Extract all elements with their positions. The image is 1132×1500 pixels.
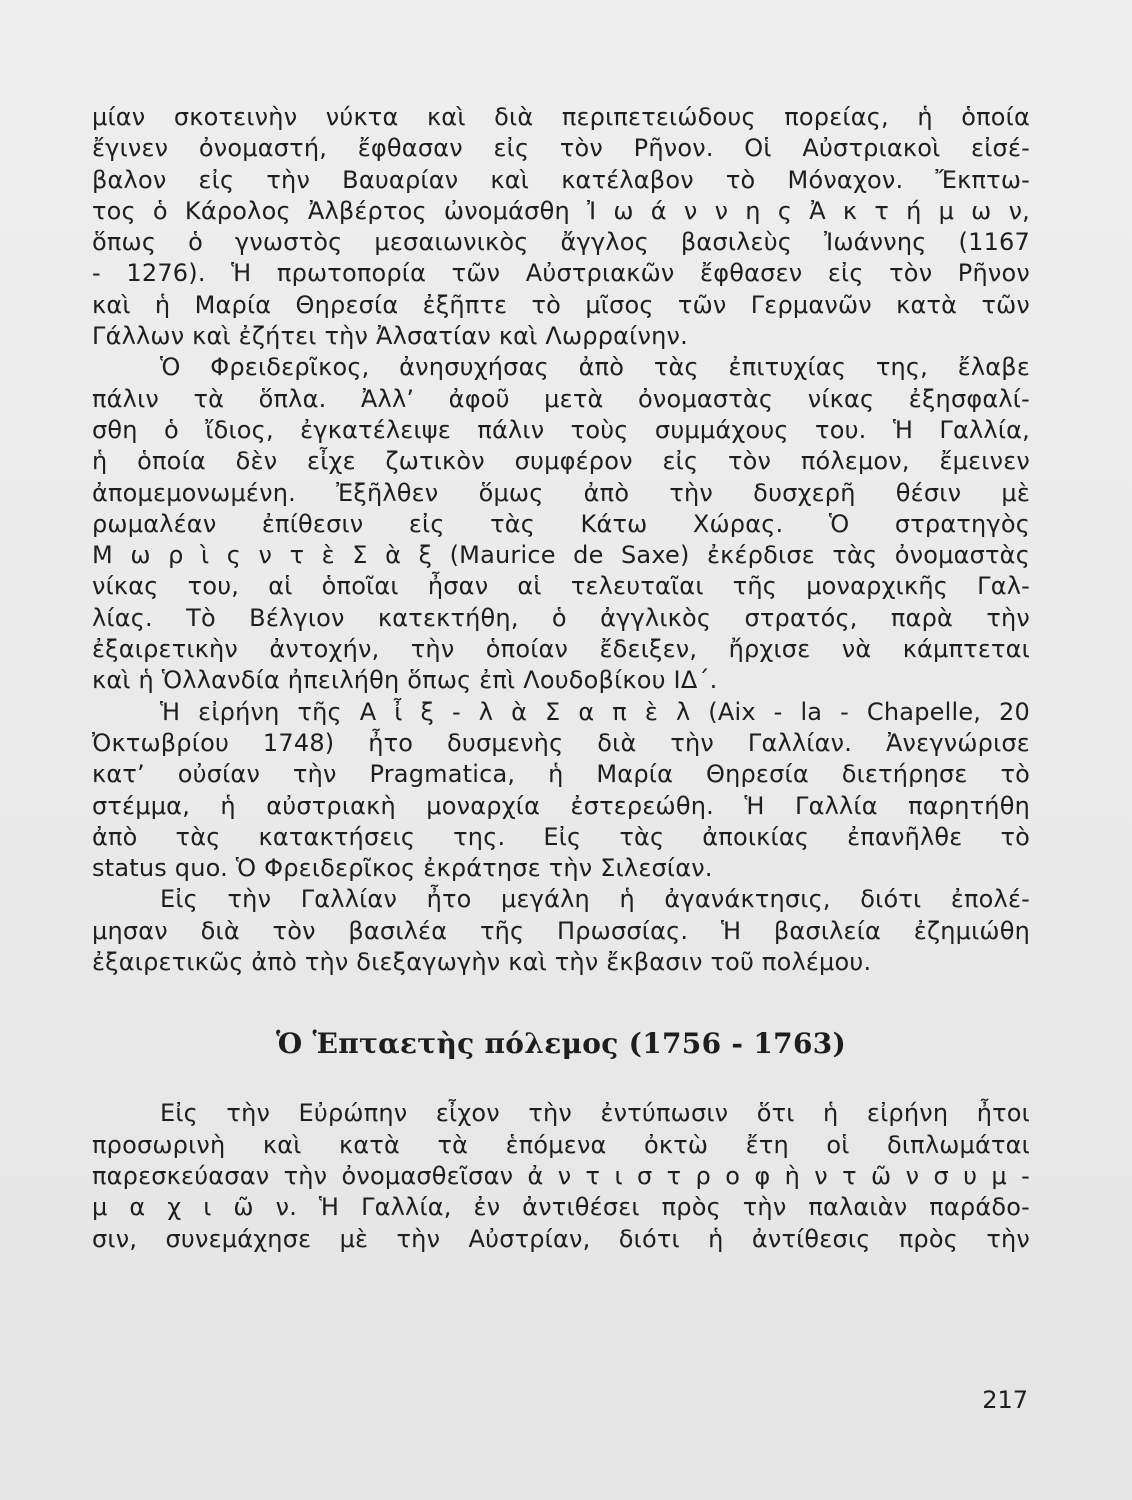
- text-line: μ α χ ι ῶ ν. Ἡ Γαλλία, ἐν ἀντιθέσει πρὸς τὴν παλαιὰν παράδο-: [92, 1193, 1030, 1222]
- text-line: καὶ ἡ Ὁλλανδία ἠπειλήθη ὅπως ἐπὶ Λουδοβίκου ΙΔ΄.: [92, 666, 718, 695]
- text-line: ὅπως ὁ γνωστὸς μεσαιωνικὸς ἄγγλος βασιλεὺς Ἰωάννης (1167: [92, 228, 1030, 257]
- text-line: Ἡ εἰρήνη τῆς Α ἶ ξ - λ ὰ Σ α π ὲ λ (Aix - la - Chapelle, 20: [160, 697, 1030, 726]
- text-line: ἀπὸ τὰς κατακτήσεις της. Εἰς τὰς ἀποικίας ἐπανῆλθε τὸ: [92, 822, 1030, 851]
- text-line: ἐξαιρετικῶς ἀπὸ τὴν διεξαγωγὴν καὶ τὴν ἔκβασιν τοῦ πολέμου.: [92, 948, 872, 977]
- page-number: 217: [982, 1386, 1028, 1414]
- text-line: Ὁ Φρειδερῖκος, ἀνησυχήσας ἀπὸ τὰς ἐπιτυχίας της, ἔλαβε: [160, 353, 1030, 382]
- paragraph-3: [92, 697, 1030, 885]
- text-line: παρεσκεύασαν τὴν ὀνομασθεῖσαν ἀ ν τ ι σ τ ρ ο φ ὴ ν τ ῶ ν σ υ μ -: [92, 1161, 1030, 1190]
- text-line: τος ὁ Κάρολος Ἀλβέρτος ὠνομάσθη Ἰ ω ά ν ν η ς Ἀ κ τ ή μ ω ν,: [92, 196, 1030, 225]
- text-line: ἔγινεν ὀνομαστή, ἔφθασαν εἰς τὸν Ρῆνον. Οἱ Αὐστριακοὶ εἰσέ-: [92, 134, 1030, 163]
- text-line: ἀπομεμονωμένη. Ἐξῆλθεν ὅμως ἀπὸ τὴν δυσχερῆ θέσιν μὲ: [92, 478, 1030, 507]
- page-text: [92, 102, 1030, 1255]
- text-line: μίαν σκοτεινὴν νύκτα καὶ διὰ περιπετειώδους πορείας, ἡ ὁποία: [92, 103, 1030, 131]
- text-line: Εἰς τὴν Γαλλίαν ἦτο μεγάλη ἡ ἀγανάκτησις, διότι ἐπολέ-: [160, 885, 1030, 914]
- text-line: στέμμα, ἡ αὐστριακὴ μοναρχία ἐστερεώθη. Ἡ Γαλλία παρητήθη: [92, 791, 1030, 820]
- text-line: μησαν διὰ τὸν βασιλέα τῆς Πρωσσίας. Ἡ βασιλεία ἐζημιώθη: [92, 916, 1030, 945]
- text-line: κατ’ οὐσίαν τὴν Pragmatica, ἡ Μαρία Θηρεσία διετήρησε τὸ: [92, 760, 1030, 789]
- text-line: σιν, συνεμάχησε μὲ τὴν Αὐστρίαν, διότι ἡ ἀντίθεσις πρὸς τὴν: [92, 1224, 1030, 1253]
- paragraph-2: [92, 352, 1030, 696]
- paragraph-4: [92, 884, 1030, 978]
- text-line: προσωρινὴ καὶ κατὰ τὰ ἑπόμενα ὀκτὼ ἔτη οἱ διπλωμάται: [92, 1130, 1030, 1159]
- text-line: σθη ὁ ἴδιος, ἐγκατέλειψε πάλιν τοὺς συμμάχους του. Ἡ Γαλλία,: [92, 415, 1030, 444]
- text-line: Μ ω ρ ὶ ς ν τ ὲ Σ ὰ ξ (Maurice de Saxe) ἐκέρδισε τὰς ὀνομαστὰς: [92, 541, 1030, 570]
- text-line: ἡ ὁποία δὲν εἶχε ζωτικὸν συμφέρον εἰς τὸν πόλεμον, ἔμεινεν: [92, 447, 1030, 476]
- text-line: Εἰς τὴν Εὐρώπην εἶχον τὴν ἐντύπωσιν ὅτι ἡ εἰρήνη ἦτοι: [160, 1099, 1030, 1128]
- text-line: - 1276). Ἡ πρωτοπορία τῶν Αὐστριακῶν ἔφθασεν εἰς τὸν Ρῆνον: [92, 259, 1030, 288]
- text-line: ἐξαιρετικὴν ἀντοχήν, τὴν ὁποίαν ἔδειξεν, ἤρχισε νὰ κάμπτεται: [92, 635, 1030, 664]
- paragraph-1: [92, 102, 1030, 352]
- text-line: Ὀκτωβρίου 1748) ἦτο δυσμενὴς διὰ τὴν Γαλλίαν. Ἀνεγνώρισε: [92, 728, 1030, 757]
- section-heading: Ὁ Ἑπταετὴς πόλεμος (1756 - 1763): [275, 1027, 847, 1061]
- text-line: λίας. Τὸ Βέλγιον κατεκτήθη, ὁ ἀγγλικὸς στρατός, παρὰ τὴν: [92, 603, 1030, 632]
- text-line: βαλον εἰς τὴν Βαυαρίαν καὶ κατέλαβον τὸ Μόναχον. Ἔκπτω-: [92, 165, 1030, 194]
- text-line: νίκας του, αἱ ὁποῖαι ἦσαν αἱ τελευταῖαι τῆς μοναρχικῆς Γαλ-: [92, 572, 1030, 601]
- section-paragraph: [92, 1098, 1030, 1254]
- text-line: ρωμαλέαν ἐπίθεσιν εἰς τὰς Κάτω Χώρας. Ὁ στρατηγὸς: [92, 509, 1030, 538]
- text-line: status quo. Ὁ Φρειδερῖκος ἐκράτησε τὴν Σιλεσίαν.: [92, 854, 713, 883]
- text-line: Γάλλων καὶ ἐζήτει τὴν Ἀλσατίαν καὶ Λωρραίνην.: [92, 322, 688, 351]
- text-line: πάλιν τὰ ὅπλα. Ἀλλ’ ἀφοῦ μετὰ ὀνομαστὰς νίκας ἐξησφαλί-: [92, 384, 1030, 413]
- text-line: καὶ ἡ Μαρία Θηρεσία ἐξῆπτε τὸ μῖσος τῶν Γερμανῶν κατὰ τῶν: [92, 290, 1030, 319]
